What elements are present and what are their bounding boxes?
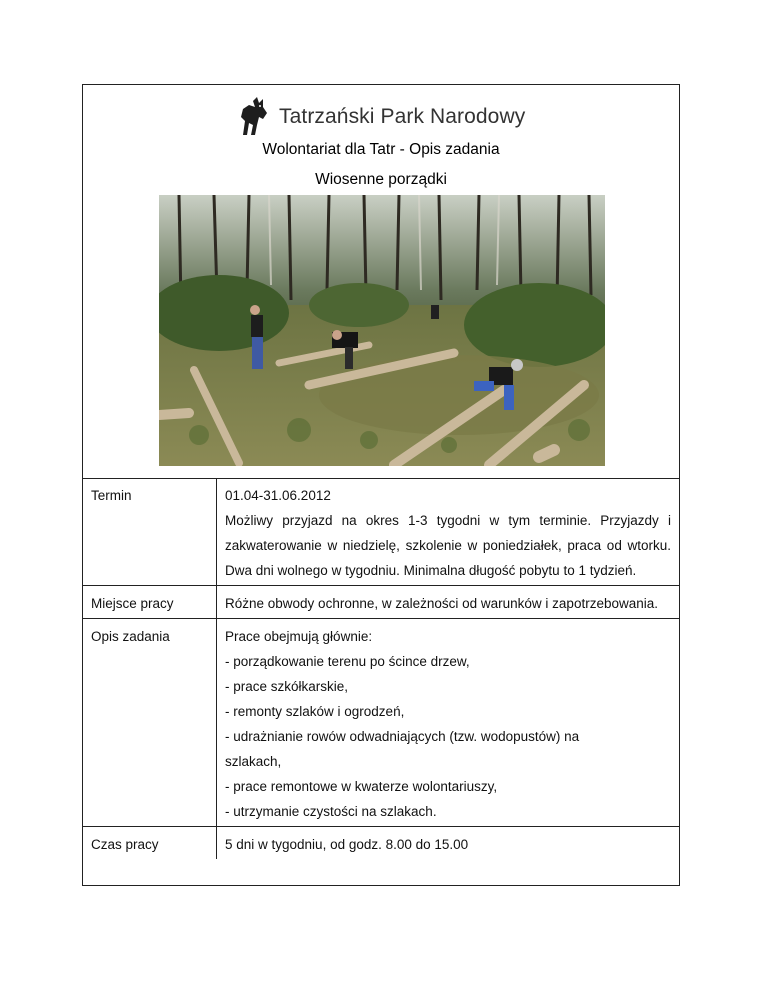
date-range: 01.04-31.06.2012	[225, 488, 331, 503]
org-name: Tatrzański Park Narodowy	[279, 105, 526, 128]
list-item: Prace obejmują głównie:	[225, 629, 373, 644]
working-hours: 5 dni w tygodniu, od godz. 8.00 do 15.00	[225, 837, 469, 852]
termin-description: Możliwy przyjazd na okres 1-3 tygodni w tym terminie. Przyjazdy i zakwaterowanie w niedzielę, szkolenie w poniedziałek, praca od wtorku. Dwa dni wolnego w tygodniu. Minimalna długość pobytu to 1 tydzień.	[225, 513, 671, 578]
forest-cleanup-photo	[159, 195, 605, 466]
header-section	[83, 85, 679, 479]
row-label-termin: Termin	[83, 478, 217, 586]
row-value-termin	[217, 478, 680, 586]
list-item: - remonty szlaków i ogrodzeń,	[225, 704, 405, 719]
table-row	[83, 586, 679, 619]
list-item: - udrażnianie rowów odwadniających (tzw. wodopustów) na szlakach,	[225, 729, 580, 769]
row-label-miejsce-pracy: Miejsce pracy	[83, 586, 217, 619]
row-value-miejsce-pracy	[217, 586, 680, 619]
list-item: - porządkowanie terenu po ścince drzew,	[225, 654, 470, 669]
document-subtitle: Wiosenne porządki	[315, 171, 447, 188]
table-row	[83, 619, 679, 827]
document-title: Wolontariat dla Tatr - Opis zadania	[262, 141, 500, 158]
chamois-logo-icon	[233, 95, 273, 139]
park-logo	[233, 95, 525, 139]
location-description: Różne obwody ochronne, w zależności od warunków i zapotrzebowania.	[225, 596, 658, 611]
list-item: - prace remontowe w kwaterze wolontariuszy,	[225, 779, 498, 794]
row-label-opis-zadania: Opis zadania	[83, 619, 217, 827]
document-frame	[82, 84, 680, 886]
row-label-czas-pracy: Czas pracy	[83, 827, 217, 860]
task-details-table	[83, 478, 679, 859]
table-row	[83, 827, 679, 860]
list-item: - prace szkółkarskie,	[225, 679, 349, 694]
list-item: - utrzymanie czystości na szlakach.	[225, 804, 437, 819]
row-value-czas-pracy	[217, 827, 680, 860]
row-value-opis-zadania	[217, 619, 680, 827]
table-row	[83, 478, 679, 586]
